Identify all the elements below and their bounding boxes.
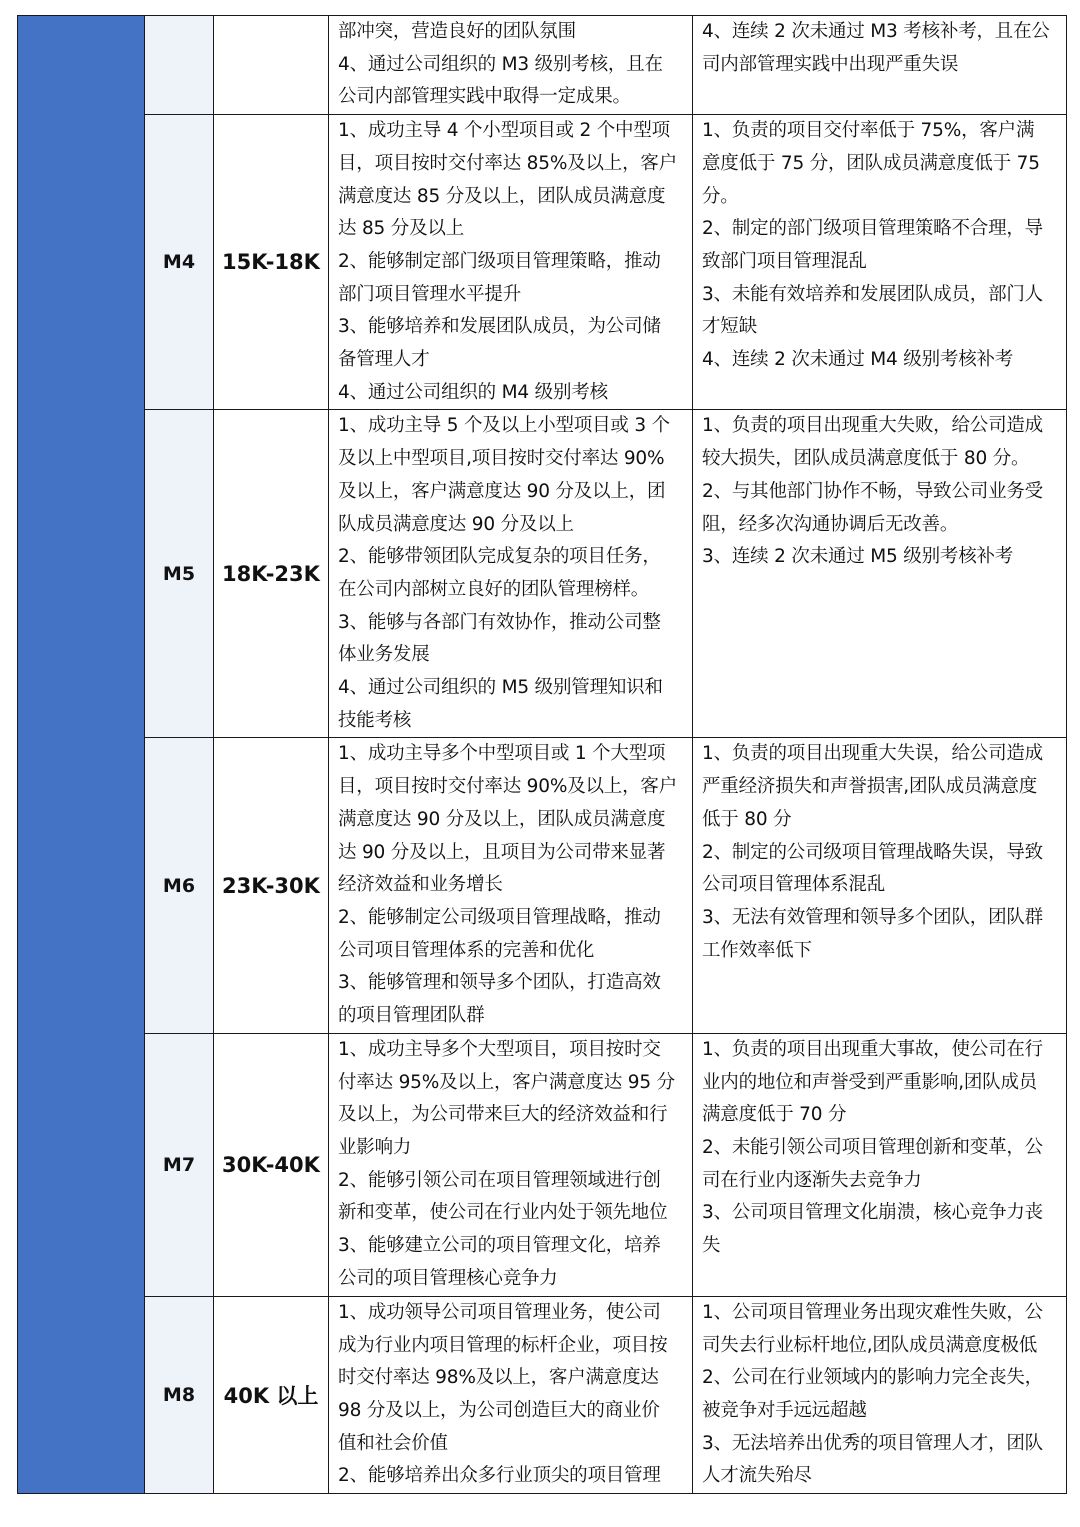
demotion-line: 较大损失，团队成员满意度低于 80 分。 bbox=[702, 448, 1030, 470]
requirements-line: 备管理人才 bbox=[338, 349, 430, 371]
requirements-line: 4、通过公司组织的 M4 级别考核 bbox=[338, 381, 608, 403]
demotion-line: 2、未能引领公司项目管理创新和变革，公 bbox=[702, 1136, 1043, 1158]
salary-cell: 15K-18K bbox=[214, 115, 329, 410]
demotion-line: 满意度低于 70 分 bbox=[702, 1104, 847, 1126]
demotion-line: 阻，经多次沟通协调后无改善。 bbox=[702, 513, 959, 535]
requirements-line: 4、通过公司组织的 M5 级别管理知识和 bbox=[338, 677, 663, 699]
demotion-line: 2、制定的公司级项目管理战略失误，导致 bbox=[702, 841, 1043, 863]
demotion-cell bbox=[693, 738, 1067, 1033]
demotion-line: 2、公司在行业领域内的影响力完全丧失， bbox=[702, 1367, 1043, 1389]
salary-cell bbox=[214, 16, 329, 115]
salary-cell: 18K-23K bbox=[214, 410, 329, 738]
demotion-line: 公司项目管理体系混乱 bbox=[702, 874, 886, 896]
demotion-cell bbox=[693, 16, 1067, 115]
requirements-line: 公司内部管理实践中取得一定成果。 bbox=[338, 86, 631, 108]
requirements-cell bbox=[329, 1296, 693, 1493]
requirements-line: 技能考核 bbox=[338, 709, 412, 731]
demotion-line: 1、负责的项目出现重大失误，给公司造成 bbox=[702, 743, 1043, 765]
demotion-line: 4、连续 2 次未通过 M3 考核补考，且在公 bbox=[702, 21, 1050, 42]
demotion-line: 业内的地位和声誉受到严重影响,团队成员 bbox=[702, 1071, 1038, 1093]
table-row bbox=[18, 738, 1067, 1033]
requirements-line: 2、能够制定公司级项目管理战略，推动 bbox=[338, 906, 661, 928]
level-cell: M7 bbox=[145, 1033, 214, 1296]
requirements-line: 2、能够制定部门级项目管理策略，推动 bbox=[338, 250, 661, 272]
requirements-line: 时交付率达 98%及以上，客户满意度达 bbox=[338, 1367, 659, 1389]
requirements-line: 1、成功主导多个大型项目，项目按时交 bbox=[338, 1038, 661, 1060]
requirements-line: 新和变革，使公司在行业内处于领先地位 bbox=[338, 1202, 668, 1224]
demotion-line: 失 bbox=[702, 1235, 721, 1257]
demotion-line: 4、连续 2 次未通过 M4 级别考核补考 bbox=[702, 349, 1014, 371]
requirements-line: 达 85 分及以上 bbox=[338, 218, 465, 240]
career-level-table bbox=[17, 15, 1067, 1494]
requirements-line: 付率达 95%及以上，客户满意度达 95 分 bbox=[338, 1071, 675, 1093]
level-cell: M6 bbox=[145, 738, 214, 1033]
requirements-line: 1、成功主导 5 个及以上小型项目或 3 个 bbox=[338, 415, 670, 437]
requirements-line: 1、成功主导多个中型项目或 1 个大型项 bbox=[338, 743, 666, 765]
requirements-line: 2、能够培养出众多行业顶尖的项目管理 bbox=[338, 1465, 661, 1487]
requirements-line: 2、能够带领团队完成复杂的项目任务， bbox=[338, 546, 661, 568]
requirements-line: 部冲突，营造良好的团队氛围 bbox=[338, 21, 576, 42]
demotion-line: 严重经济损失和声誉损害,团队成员满意度 bbox=[702, 776, 1038, 798]
requirements-line: 3、能够管理和领导多个团队，打造高效 bbox=[338, 972, 661, 994]
requirements-line: 部门项目管理水平提升 bbox=[338, 283, 522, 305]
demotion-line: 3、无法有效管理和领导多个团队，团队群 bbox=[702, 906, 1043, 928]
category-color-column bbox=[18, 16, 145, 1494]
table-row bbox=[18, 115, 1067, 410]
demotion-cell bbox=[693, 1296, 1067, 1493]
level-cell: M8 bbox=[145, 1296, 214, 1493]
demotion-line: 司失去行业标杆地位,团队成员满意度极低 bbox=[702, 1334, 1038, 1356]
demotion-line: 1、负责的项目交付率低于 75%，客户满 bbox=[702, 120, 1035, 142]
demotion-line: 1、负责的项目出现重大事故，使公司在行 bbox=[702, 1038, 1043, 1060]
salary-cell: 23K-30K bbox=[214, 738, 329, 1033]
requirements-line: 98 分及以上，为公司创造巨大的商业价 bbox=[338, 1399, 660, 1421]
demotion-line: 1、负责的项目出现重大失败，给公司造成 bbox=[702, 415, 1043, 437]
level-cell: M5 bbox=[145, 410, 214, 738]
demotion-line: 才短缺 bbox=[702, 316, 757, 338]
demotion-line: 1、公司项目管理业务出现灾难性失败，公 bbox=[702, 1301, 1043, 1323]
requirements-cell bbox=[329, 16, 693, 115]
requirements-line: 公司的项目管理核心竞争力 bbox=[338, 1267, 558, 1289]
demotion-line: 被竞争对手远远超越 bbox=[702, 1399, 867, 1421]
level-cell: M4 bbox=[145, 115, 214, 410]
requirements-cell bbox=[329, 1033, 693, 1296]
demotion-line: 3、连续 2 次未通过 M5 级别考核补考 bbox=[702, 546, 1014, 568]
requirements-line: 值和社会价值 bbox=[338, 1432, 448, 1454]
requirements-line: 经济效益和业务增长 bbox=[338, 874, 503, 896]
requirements-line: 3、能够与各部门有效协作，推动公司整 bbox=[338, 611, 661, 633]
table-row bbox=[18, 1033, 1067, 1296]
requirements-line: 4、通过公司组织的 M3 级别考核，且在 bbox=[338, 53, 663, 75]
demotion-line: 分。 bbox=[702, 185, 739, 207]
demotion-line: 司内部管理实践中出现严重失误 bbox=[702, 53, 959, 75]
requirements-line: 达 90 分及以上，且项目为公司带来显著 bbox=[338, 841, 666, 863]
demotion-line: 2、制定的部门级项目管理策略不合理，导 bbox=[702, 218, 1043, 240]
requirements-line: 3、能够培养和发展团队成员，为公司储 bbox=[338, 316, 661, 338]
demotion-line: 致部门项目管理混乱 bbox=[702, 250, 867, 272]
demotion-line: 3、未能有效培养和发展团队成员，部门人 bbox=[702, 283, 1043, 305]
requirements-line: 成为行业内项目管理的标杆企业，项目按 bbox=[338, 1334, 668, 1356]
demotion-line: 低于 80 分 bbox=[702, 808, 792, 830]
requirements-line: 及以上，为公司带来巨大的经济效益和行 bbox=[338, 1104, 668, 1126]
demotion-line: 人才流失殆尽 bbox=[702, 1465, 812, 1487]
demotion-line: 3、无法培养出优秀的项目管理人才，团队 bbox=[702, 1432, 1043, 1454]
requirements-line: 1、成功主导 4 个小型项目或 2 个中型项 bbox=[338, 120, 670, 142]
requirements-line: 3、能够建立公司的项目管理文化，培养 bbox=[338, 1235, 661, 1257]
requirements-line: 的项目管理团队群 bbox=[338, 1005, 485, 1027]
salary-cell: 30K-40K bbox=[214, 1033, 329, 1296]
demotion-line: 工作效率低下 bbox=[702, 939, 812, 961]
requirements-line: 及以上，客户满意度达 90 分及以上，团 bbox=[338, 480, 666, 502]
requirements-line: 体业务发展 bbox=[338, 644, 430, 666]
requirements-line: 队成员满意度达 90 分及以上 bbox=[338, 513, 574, 535]
demotion-line: 3、公司项目管理文化崩溃，核心竞争力丧 bbox=[702, 1202, 1043, 1224]
requirements-line: 公司项目管理体系的完善和优化 bbox=[338, 939, 595, 961]
requirements-line: 业影响力 bbox=[338, 1136, 412, 1158]
demotion-cell bbox=[693, 410, 1067, 738]
requirements-cell bbox=[329, 115, 693, 410]
requirements-cell bbox=[329, 410, 693, 738]
requirements-line: 及以上中型项目,项目按时交付率达 90% bbox=[338, 448, 665, 470]
requirements-line: 目，项目按时交付率达 90%及以上，客户 bbox=[338, 776, 678, 798]
demotion-cell bbox=[693, 1033, 1067, 1296]
table-row bbox=[18, 410, 1067, 738]
demotion-line: 司在行业内逐渐失去竞争力 bbox=[702, 1169, 922, 1191]
requirements-line: 目，项目按时交付率达 85%及以上，客户 bbox=[338, 152, 678, 174]
demotion-cell bbox=[693, 115, 1067, 410]
requirements-cell bbox=[329, 738, 693, 1033]
demotion-line: 意度低于 75 分，团队成员满意度低于 75 bbox=[702, 152, 1040, 174]
level-cell bbox=[145, 16, 214, 115]
demotion-line: 2、与其他部门协作不畅，导致公司业务受 bbox=[702, 480, 1043, 502]
requirements-line: 1、成功领导公司项目管理业务，使公司 bbox=[338, 1301, 661, 1323]
requirements-line: 在公司内部树立良好的团队管理榜样。 bbox=[338, 578, 650, 600]
requirements-line: 满意度达 85 分及以上，团队成员满意度 bbox=[338, 185, 666, 207]
requirements-line: 满意度达 90 分及以上，团队成员满意度 bbox=[338, 808, 666, 830]
salary-cell: 40K 以上 bbox=[214, 1296, 329, 1493]
requirements-line: 2、能够引领公司在项目管理领域进行创 bbox=[338, 1169, 661, 1191]
table-row bbox=[18, 1296, 1067, 1493]
table-row bbox=[18, 16, 1067, 115]
